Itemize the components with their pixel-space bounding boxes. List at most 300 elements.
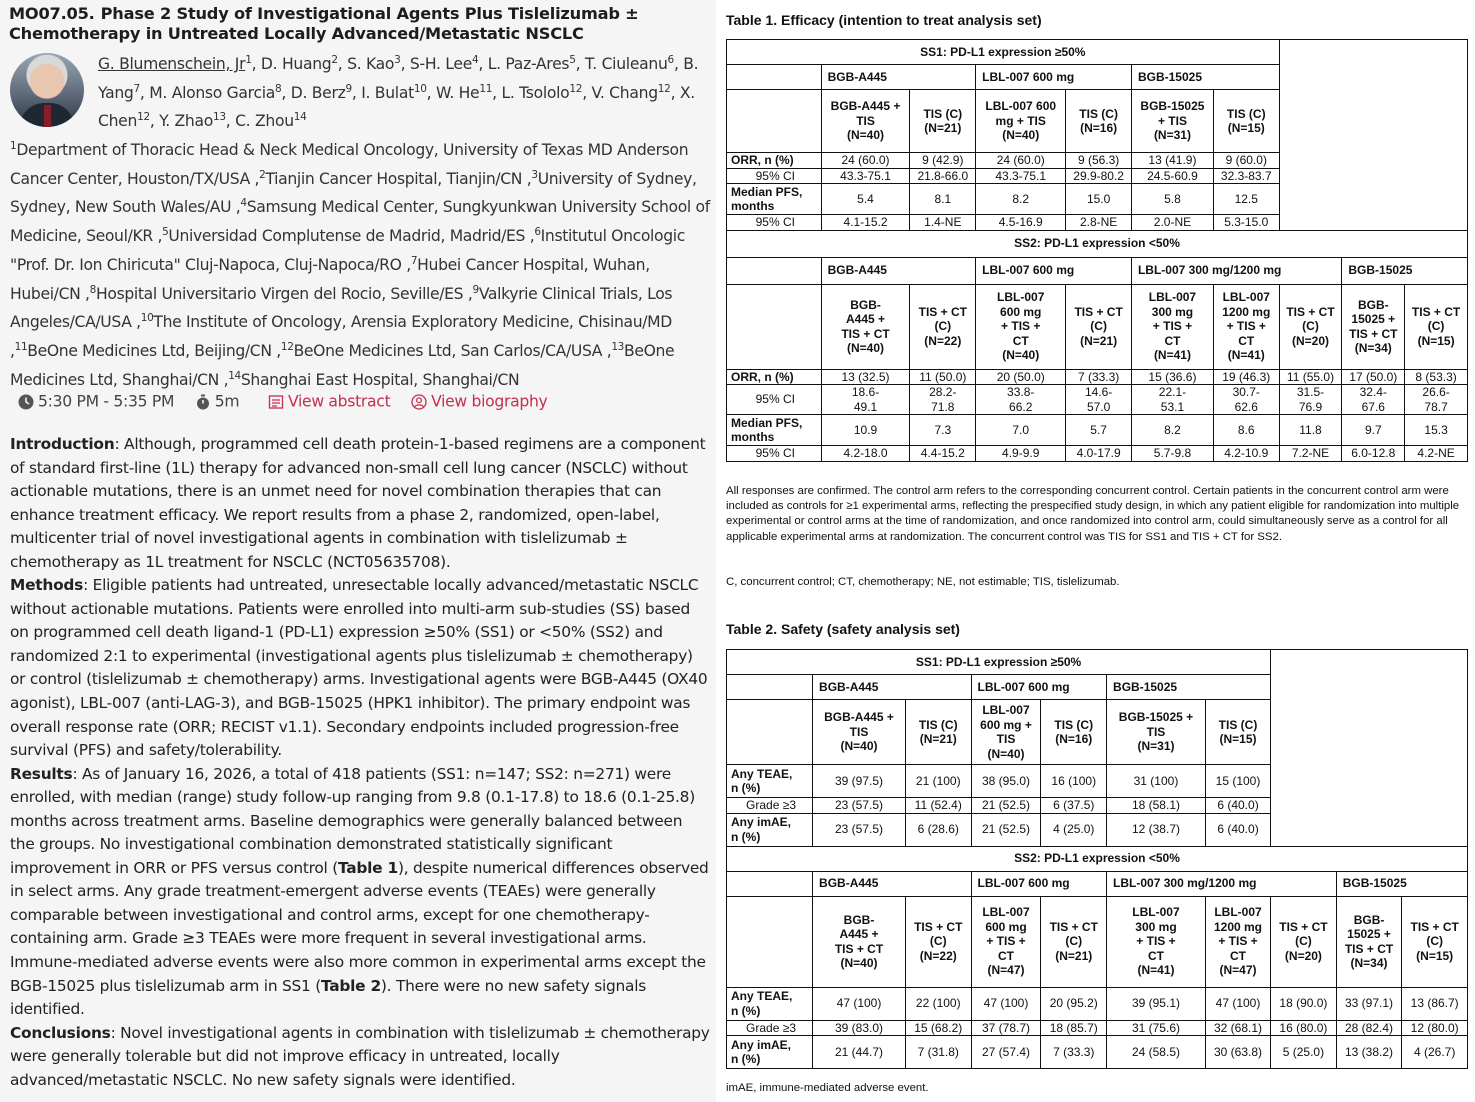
table-cell: 43.3-75.1 bbox=[976, 168, 1066, 184]
table-cell: 5.3-15.0 bbox=[1213, 215, 1279, 231]
author-name: T. Ciuleanu bbox=[584, 55, 668, 73]
tables-panel bbox=[716, 0, 1475, 1102]
row-label: ORR, n (%) bbox=[727, 369, 822, 385]
row-label-blank bbox=[727, 675, 813, 700]
table-cell: 33 (97.1) bbox=[1336, 987, 1402, 1020]
table-cell: 4.5-16.9 bbox=[976, 215, 1066, 231]
table-cell: 21 (52.5) bbox=[971, 813, 1041, 846]
table-row bbox=[727, 153, 1468, 169]
agent-group-header: LBL-007 600 mg bbox=[976, 65, 1132, 90]
table-row bbox=[727, 1020, 1468, 1036]
table-cell: 15.3 bbox=[1405, 415, 1468, 446]
view-biography-link[interactable]: View biography bbox=[431, 392, 548, 411]
author-name: M. Alonso Garcia bbox=[149, 83, 276, 102]
table-cell: 4.4-15.2 bbox=[910, 446, 976, 462]
table-cell: 39 (97.5) bbox=[813, 765, 906, 798]
row-label: 95% CI bbox=[727, 215, 822, 231]
agent-group-header: BGB-A445 bbox=[821, 65, 976, 90]
arm-header: BGB-15025 + TIS (N=31) bbox=[1107, 700, 1206, 765]
agent-group-row bbox=[727, 675, 1468, 700]
table-cell: 24 (60.0) bbox=[821, 153, 910, 169]
agent-group-header: BGB-A445 bbox=[813, 675, 972, 700]
arm-header: TIS + CT (C) (N=20) bbox=[1279, 284, 1342, 369]
affiliation-number: 12 bbox=[280, 340, 294, 353]
arm-header: TIS (C) (N=21) bbox=[905, 700, 971, 765]
arm-header: LBL-007 600 mg + TIS + CT (N=47) bbox=[971, 896, 1041, 987]
table-row bbox=[727, 184, 1468, 215]
table-cell: 8 (53.3) bbox=[1405, 369, 1468, 385]
affiliation-text: Samsung Medical Center, Sungkyunkwan University School of Medicine, Seoul/KR bbox=[10, 198, 710, 246]
row-label: ORR, n (%) bbox=[727, 153, 822, 169]
table-cell: 30 (63.8) bbox=[1205, 1036, 1270, 1069]
arm-header: TIS (C) (N=16) bbox=[1041, 700, 1107, 765]
affiliation-number: 11 bbox=[14, 340, 28, 353]
table-cell: 7 (33.3) bbox=[1066, 369, 1132, 385]
table-cell: 2.8-NE bbox=[1066, 215, 1132, 231]
arm-header: TIS + CT (C) (N=22) bbox=[905, 896, 971, 987]
table-cell: 4.1-15.2 bbox=[821, 215, 910, 231]
abstract-code: MO07.05. bbox=[9, 4, 95, 23]
author-name: W. He bbox=[435, 83, 480, 102]
table-cell: 5.8 bbox=[1131, 184, 1213, 215]
table-cell: 15 (100) bbox=[1205, 765, 1270, 798]
row-label: 95% CI bbox=[727, 168, 822, 184]
safety-table bbox=[726, 649, 1468, 1069]
table-cell: 1.4-NE bbox=[910, 215, 976, 231]
table-cell: 6 (28.6) bbox=[905, 813, 971, 846]
table-cell: 23 (57.5) bbox=[813, 798, 906, 814]
section-label: Methods bbox=[10, 576, 84, 595]
table-cell: 28.2- 71.8 bbox=[910, 385, 976, 415]
table-cell: 28 (82.4) bbox=[1336, 1020, 1402, 1036]
table-cell: 10.9 bbox=[821, 415, 910, 446]
author-affiliation-number: 6 bbox=[667, 53, 674, 66]
arm-header: BGB- A445 + TIS + CT (N=40) bbox=[813, 896, 906, 987]
table-cell: 7 (31.8) bbox=[905, 1036, 971, 1069]
table-row bbox=[727, 446, 1468, 462]
table-cell: 21.8-66.0 bbox=[910, 168, 976, 184]
table-cell: 7.2-NE bbox=[1279, 446, 1342, 462]
table-cell: 43.3-75.1 bbox=[821, 168, 910, 184]
affiliation-number: 5 bbox=[162, 225, 169, 238]
substudy-title-row bbox=[727, 40, 1468, 65]
arm-header: TIS (C) (N=16) bbox=[1066, 90, 1132, 153]
table-cell: 20 (95.2) bbox=[1041, 987, 1107, 1020]
author-name: X. Chen bbox=[98, 83, 695, 130]
arm-header: TIS + CT (C) (N=20) bbox=[1271, 896, 1337, 987]
session-duration: 5m bbox=[214, 392, 240, 411]
agent-group-header: BGB-15025 bbox=[1131, 65, 1279, 90]
section-text: : Novel investigational agents in combination with tislelizumab ± chemotherapy were generally tolerable but did not improve efficacy in untreated, locally advanced/metastatic NSCLC. No new safety signals were identified. bbox=[10, 1023, 710, 1089]
table-cell: 15 (36.6) bbox=[1131, 369, 1213, 385]
table1-footnote: All responses are confirmed. The control arm refers to the corresponding concurrent control. Certain patients in the concurrent control arm were included as controls for ≥1 experimental arms, reflecting the prespecified study design, in which any patient eligible for randomization into multiple experimental or control arms at the time of randomization, and once randomized into control arm, could simultaneously serve as a control for all applicable experimental arms at randomization. The concurrent control was TIS for SS1 and TIS + CT for SS2. bbox=[726, 485, 1460, 543]
table-cell: 11 (50.0) bbox=[910, 369, 976, 385]
table-cell: 21 (44.7) bbox=[813, 1036, 906, 1069]
table-cell: 7.3 bbox=[910, 415, 976, 446]
table-cell: 4.2-NE bbox=[1405, 446, 1468, 462]
table-row bbox=[727, 987, 1468, 1020]
arm-header: LBL-007 1200 mg + TIS + CT (N=47) bbox=[1205, 896, 1270, 987]
author-name: Y. Zhao bbox=[159, 112, 213, 130]
arm-header: TIS (C) (N=15) bbox=[1205, 700, 1270, 765]
table-row bbox=[727, 415, 1468, 446]
row-label-blank bbox=[727, 284, 822, 369]
agent-group-header: LBL-007 600 mg bbox=[976, 257, 1132, 284]
affiliation-number: 1 bbox=[10, 139, 17, 152]
arm-header: TIS (C) (N=21) bbox=[910, 90, 976, 153]
table-cell: 4.0-17.9 bbox=[1066, 446, 1132, 462]
agent-group-row bbox=[727, 257, 1468, 284]
agent-group-header: LBL-007 300 mg/1200 mg bbox=[1131, 257, 1341, 284]
table-cell: 4 (25.0) bbox=[1041, 813, 1107, 846]
table-cell: 2.0-NE bbox=[1131, 215, 1213, 231]
affiliation-text: BeOne Medicines Ltd, San Carlos/CA/USA bbox=[293, 341, 603, 360]
author-affiliation-number: 12 bbox=[137, 110, 150, 123]
author-affiliation-number: 14 bbox=[293, 110, 307, 123]
table-cell: 26.6- 78.7 bbox=[1405, 385, 1468, 415]
arm-header: BGB- 15025 + TIS + CT (N=34) bbox=[1342, 284, 1405, 369]
row-label: 95% CI bbox=[727, 385, 822, 415]
affiliation-text: Hospital Universitario Virgen del Rocio, Seville/ES bbox=[96, 284, 464, 303]
table-cell: 11 (55.0) bbox=[1279, 369, 1342, 385]
agent-group-header: LBL-007 600 mg bbox=[971, 675, 1107, 700]
author-name: I. Bulat bbox=[361, 83, 414, 102]
section-label: Introduction bbox=[10, 435, 115, 453]
section-methods bbox=[10, 574, 710, 762]
abstract-panel bbox=[0, 0, 716, 1102]
substudy-title-row bbox=[727, 650, 1468, 675]
table-cell: 8.6 bbox=[1213, 415, 1279, 446]
arm-header: LBL-007 600 mg + TIS (N=40) bbox=[976, 90, 1066, 153]
row-label: Any imAE, n (%) bbox=[727, 813, 813, 846]
table-cell: 37 (78.7) bbox=[971, 1020, 1041, 1036]
table-cell: 33.8- 66.2 bbox=[976, 385, 1066, 415]
arm-header: LBL-007 600 mg + TIS (N=40) bbox=[971, 700, 1041, 765]
author-name: L. Paz-Ares bbox=[487, 55, 570, 73]
row-label: Median PFS, months bbox=[727, 415, 822, 446]
table-cell: 5 (25.0) bbox=[1271, 1036, 1337, 1069]
substudy-title: SS2: PD-L1 expression <50% bbox=[727, 846, 1468, 871]
author-affiliation-number: 7 bbox=[133, 82, 140, 95]
table-cell: 24.5-60.9 bbox=[1131, 168, 1213, 184]
arm-header: TIS + CT (C) (N=21) bbox=[1066, 284, 1132, 369]
author-list: G. Blumenschein, Jr$^1$, D. Huang$^2$, S. Kao$^3$, S-H. Lee$^4$, L. Paz-Ares$^5$, T. Ciuleanu$^6$, B. Yang$^7$, M. Alonso Garcia$^8$, D. Berz$^9$, I. Bulat$^{10}$, W. He$^{11}$, L. Tsololo$^{12}$, V. Chang$^{12}$, X. Chen$^{12}$, Y. Zhao$^{13}$, C. Zhou$^{14}$ bbox=[98, 53, 699, 130]
table-cell: 47 (100) bbox=[971, 987, 1041, 1020]
author-affiliation-number: 5 bbox=[569, 53, 576, 66]
table2-caption: Table 2. Safety (safety analysis set) bbox=[726, 621, 960, 637]
affiliation-text: Universidad Complutense de Madrid, Madrid/ES bbox=[168, 227, 526, 246]
table-cell: 38 (95.0) bbox=[971, 765, 1041, 798]
table-cell: 24 (60.0) bbox=[976, 153, 1066, 169]
table-cell: 12 (38.7) bbox=[1107, 813, 1206, 846]
affiliation-text: Hubei Cancer Hospital, Wuhan, Hubei/CN bbox=[10, 255, 650, 303]
efficacy-table bbox=[726, 39, 1468, 462]
substudy-title: SS1: PD-L1 expression ≥50% bbox=[727, 40, 1280, 65]
affiliation-number: 3 bbox=[531, 168, 538, 181]
table-cell: 5.7-9.8 bbox=[1131, 446, 1213, 462]
author-affiliation-number: 1 bbox=[245, 53, 252, 66]
abstract-title-text: Phase 2 Study of Investigational Agents Plus Tislelizumab ± Chemotherapy in Untreated Locally Advanced/Metastatic NSCLC bbox=[9, 4, 639, 43]
table-row bbox=[727, 215, 1468, 231]
affiliation-number: 4 bbox=[240, 197, 247, 210]
author-affiliation-number: 13 bbox=[213, 110, 226, 123]
table-row bbox=[727, 1036, 1468, 1069]
table-cell: 18 (85.7) bbox=[1041, 1020, 1107, 1036]
author-affiliation-number: 9 bbox=[345, 82, 352, 95]
table-cell: 5.4 bbox=[821, 184, 910, 215]
table-cell: 31 (100) bbox=[1107, 765, 1206, 798]
presenter-avatar bbox=[10, 53, 84, 127]
table-cell: 21 (52.5) bbox=[971, 798, 1041, 814]
agent-group-row bbox=[727, 871, 1468, 896]
table-cell: 13 (41.9) bbox=[1131, 153, 1213, 169]
table-cell: 13 (86.7) bbox=[1402, 987, 1468, 1020]
author-affiliation-number: 2 bbox=[331, 53, 338, 66]
row-label: Grade ≥3 bbox=[727, 798, 813, 814]
section-results bbox=[10, 763, 710, 1022]
agent-group-header: BGB-15025 bbox=[1342, 257, 1468, 284]
stopwatch-icon bbox=[195, 394, 211, 410]
author-affiliation-number: 4 bbox=[471, 53, 479, 66]
author-name: L. Tsololo bbox=[501, 83, 570, 102]
table-row bbox=[727, 765, 1468, 798]
table-cell: 27 (57.4) bbox=[971, 1036, 1041, 1069]
abstract-body bbox=[10, 433, 710, 1092]
table-cell: 47 (100) bbox=[1205, 987, 1270, 1020]
table-cell: 5.7 bbox=[1066, 415, 1132, 446]
table-cell: 9 (56.3) bbox=[1066, 153, 1132, 169]
author-affiliation-number: 12 bbox=[569, 82, 583, 95]
author-name: D. Huang bbox=[260, 55, 332, 73]
table-cell: 18 (90.0) bbox=[1271, 987, 1337, 1020]
table-cell: 8.2 bbox=[976, 184, 1066, 215]
affiliation-list: $^1$Department of Thoracic Head & Neck Medical Oncology, University of Texas MD Anderson Cancer Center, Houston/TX/USA ,$^2$Tianjin Cancer Hospital, Tianjin/CN ,$^3$University of Sydney, Sydney, New South Wales/AU ,$^4$Samsung Medical Center, Sungkyunkwan University School of Medicine, Seoul/KR ,$^5$Universidad Complutense de Madrid, Madrid/ES ,$^6$Institutul Oncologic "Prof. Dr. Ion Chiricuta" Cluj-Napoca, Cluj-Napoca/RO ,$^7$Hubei Cancer Hospital, Wuhan, Hubei/CN ,$^8$Hospital Universitario Virgen del Rocio, Seville/ES ,$^9$Valkyrie Clinical Trials, Los Angeles/CA/USA ,$^{10}$The Institute of Oncology, Arensia Exploratory Medicine, Chisinau/MD ,$^{11}$BeOne Medicines Ltd, Beijing/CN ,$^{12}$BeOne Medicines Ltd, San Carlos/CA/USA ,$^{13}$BeOne Medicines Ltd, Shanghai/CN ,$^{14}$Shanghai East Hospital, Shanghai/CN bbox=[10, 139, 710, 389]
table-cell: 6 (37.5) bbox=[1041, 798, 1107, 814]
table-cell: 9 (42.9) bbox=[910, 153, 976, 169]
table-cell: 22 (100) bbox=[905, 987, 971, 1020]
arm-header-row bbox=[727, 896, 1468, 987]
table-cell: 16 (100) bbox=[1041, 765, 1107, 798]
agent-group-header: BGB-15025 bbox=[1107, 675, 1271, 700]
arm-header: BGB- A445 + TIS + CT (N=40) bbox=[821, 284, 910, 369]
table-cell: 4.9-9.9 bbox=[976, 446, 1066, 462]
table-reference: Table 2 bbox=[320, 976, 381, 995]
session-meta bbox=[10, 392, 714, 411]
arm-header: LBL-007 300 mg + TIS + CT (N=41) bbox=[1131, 284, 1213, 369]
affiliation-number: 2 bbox=[259, 168, 266, 181]
table1-abbreviations: C, concurrent control; CT, chemotherapy; NE, not estimable; TIS, tislelizumab. bbox=[726, 576, 1120, 588]
table-cell: 31 (75.6) bbox=[1107, 1020, 1206, 1036]
section-text: : Although, programmed cell death protein-1-based regimens are a component of standard first-line (1L) therapy for advanced non-small cell lung cancer (NSCLC) without actionable mutations, there is an unmet need for novel combination therapies that can enhance treatment efficacy. We report results from a phase 2, randomized, open-label, multicenter trial of novel investigational agents in combination with tislelizumab ± chemotherapy as 1L treatment for NSCLC (NCT05635708). bbox=[10, 435, 706, 571]
table-cell: 9 (60.0) bbox=[1213, 153, 1279, 169]
author-name: B. Yang bbox=[98, 55, 699, 102]
table-cell: 13 (38.2) bbox=[1336, 1036, 1402, 1069]
arm-header: TIS + CT (C) (N=21) bbox=[1041, 896, 1107, 987]
table-cell: 24 (58.5) bbox=[1107, 1036, 1206, 1069]
agent-group-row bbox=[727, 65, 1468, 90]
table-cell: 15 (68.2) bbox=[905, 1020, 971, 1036]
clock-icon bbox=[18, 394, 34, 410]
arm-header: BGB-15025 + TIS (N=31) bbox=[1131, 90, 1213, 153]
table-cell: 21 (100) bbox=[905, 765, 971, 798]
table-cell: 8.1 bbox=[910, 184, 976, 215]
row-label-blank bbox=[727, 90, 822, 153]
session-time: 5:30 PM - 5:35 PM bbox=[38, 392, 175, 411]
row-label: Any TEAE, n (%) bbox=[727, 765, 813, 798]
section-text: ), despite numerical differences observed in select arms. Any grade treatment-emergent adverse events (TEAEs) were generally comparable between investigational and control arms, except for one chemotherapy-containing arm. Grade ≥3 TEAEs were more frequent in several investigational arms. Immune-mediated adverse events were also more common in experimental arms except the BGB-15025 plus tislelizumab arm in SS1 ( bbox=[10, 858, 709, 995]
row-label: Any imAE, n (%) bbox=[727, 1036, 813, 1069]
table-cell: 19 (46.3) bbox=[1213, 369, 1279, 385]
table-cell: 18 (58.1) bbox=[1107, 798, 1206, 814]
table-cell: 15.0 bbox=[1066, 184, 1132, 215]
substudy-title: SS1: PD-L1 expression ≥50% bbox=[727, 650, 1271, 675]
table-row bbox=[727, 798, 1468, 814]
agent-group-header: BGB-A445 bbox=[821, 257, 976, 284]
table-cell: 16 (80.0) bbox=[1271, 1020, 1337, 1036]
substudy-title-row bbox=[727, 230, 1468, 257]
arm-header: BGB- 15025 + TIS + CT (N=34) bbox=[1336, 896, 1402, 987]
table-cell: 30.7- 62.6 bbox=[1213, 385, 1279, 415]
table-cell: 31.5- 76.9 bbox=[1279, 385, 1342, 415]
author-affiliation-number: 3 bbox=[394, 53, 401, 66]
table-cell: 23 (57.5) bbox=[813, 813, 906, 846]
table-cell: 20 (50.0) bbox=[976, 369, 1066, 385]
arm-header: BGB-A445 + TIS (N=40) bbox=[821, 90, 910, 153]
document-icon bbox=[268, 394, 284, 410]
table-cell: 22.1- 53.1 bbox=[1131, 385, 1213, 415]
agent-group-header: BGB-A445 bbox=[813, 871, 972, 896]
agent-group-header: LBL-007 300 mg/1200 mg bbox=[1107, 871, 1337, 896]
table-cell: 11 (52.4) bbox=[905, 798, 971, 814]
affiliation-text: Tianjin Cancer Hospital, Tianjin/CN bbox=[265, 169, 523, 188]
table-cell: 6 (40.0) bbox=[1205, 813, 1270, 846]
arm-header: TIS + CT (C) (N=22) bbox=[910, 284, 976, 369]
arm-header-row bbox=[727, 284, 1468, 369]
user-circle-icon bbox=[411, 394, 427, 410]
affiliation-number: 9 bbox=[472, 283, 479, 296]
arm-header: TIS + CT (C) (N=15) bbox=[1405, 284, 1468, 369]
table-cell: 12 (80.0) bbox=[1402, 1020, 1468, 1036]
section-introduction bbox=[10, 433, 710, 574]
section-label: Conclusions bbox=[10, 1023, 111, 1042]
table-cell: 4 (26.7) bbox=[1402, 1036, 1468, 1069]
arm-header: LBL-007 1200 mg + TIS + CT (N=41) bbox=[1213, 284, 1279, 369]
substudy-title-row bbox=[727, 846, 1468, 871]
table-row bbox=[727, 369, 1468, 385]
author-affiliation-number: 8 bbox=[275, 82, 282, 95]
affiliation-text: Institutul Oncologic "Prof. Dr. Ion Chiricuta" Cluj-Napoca, Cluj-Napoca/RO bbox=[10, 227, 685, 274]
affiliation-number: 13 bbox=[611, 340, 624, 353]
author-name: V. Chang bbox=[591, 83, 658, 102]
affiliation-text: University of Sydney, Sydney, New South Wales/AU bbox=[10, 169, 697, 217]
row-label-blank bbox=[727, 700, 813, 765]
table-cell: 8.2 bbox=[1131, 415, 1213, 446]
table-cell: 39 (95.1) bbox=[1107, 987, 1206, 1020]
abstract-title bbox=[9, 4, 709, 44]
affiliation-number: 8 bbox=[89, 283, 97, 296]
row-label-blank bbox=[727, 257, 822, 284]
table-row bbox=[727, 813, 1468, 846]
table-cell: 39 (83.0) bbox=[813, 1020, 906, 1036]
affiliation-number: 14 bbox=[228, 369, 241, 382]
section-text: : As of January 16, 2026, a total of 418 patients (SS1: n=147; SS2: n=271) were enrolled, with median (range) study follow-up ranging from 9.8 (0.1-17.8) to 18.6 (0.1-25.8) months across treatment arms. Baseline demographics were generally balanced between the groups. No investigational combination demonstrated statistically significant improvement in ORR or PFS versus control ( bbox=[10, 764, 695, 877]
affiliation-number: 7 bbox=[410, 254, 418, 267]
table-cell: 17 (50.0) bbox=[1342, 369, 1405, 385]
section-text: ). There were no new safety signals identified. bbox=[10, 976, 647, 1019]
author-name: S-H. Lee bbox=[409, 55, 472, 73]
affiliation-text: BeOne Medicines Ltd, Shanghai/CN bbox=[10, 341, 675, 389]
arm-header: TIS (C) (N=15) bbox=[1213, 90, 1279, 153]
author-affiliation-number: 10 bbox=[413, 82, 427, 95]
row-label: Grade ≥3 bbox=[727, 1020, 813, 1036]
table-cell: 32.4- 67.6 bbox=[1342, 385, 1405, 415]
affiliation-text: Valkyrie Clinical Trials, Los Angeles/CA/USA bbox=[10, 284, 673, 332]
view-abstract-link[interactable]: View abstract bbox=[287, 392, 391, 411]
arm-header: LBL-007 300 mg + TIS + CT (N=41) bbox=[1107, 896, 1206, 987]
table-cell: 6 (40.0) bbox=[1205, 798, 1270, 814]
author-affiliation-number: 12 bbox=[657, 82, 671, 95]
arm-header: BGB-A445 + TIS (N=40) bbox=[813, 700, 906, 765]
table-cell: 4.2-18.0 bbox=[821, 446, 910, 462]
row-label: Any TEAE, n (%) bbox=[727, 987, 813, 1020]
author-name: C. Zhou bbox=[235, 112, 294, 130]
table-cell: 32.3-83.7 bbox=[1213, 168, 1279, 184]
author-affiliation-number: 11 bbox=[479, 82, 493, 95]
row-label: 95% CI bbox=[727, 446, 822, 462]
table-cell: 29.9-80.2 bbox=[1066, 168, 1132, 184]
arm-header-row bbox=[727, 700, 1468, 765]
affiliation-number: 10 bbox=[140, 312, 154, 325]
table-cell: 7.0 bbox=[976, 415, 1066, 446]
table-cell: 7 (33.3) bbox=[1041, 1036, 1107, 1069]
section-label: Results bbox=[10, 764, 73, 783]
row-label: Median PFS, months bbox=[727, 184, 822, 215]
table2-footnote: imAE, immune-mediated adverse event. bbox=[726, 1082, 929, 1094]
affiliation-number: 6 bbox=[534, 225, 541, 238]
table-row bbox=[727, 168, 1468, 184]
author-name: G. Blumenschein, Jr bbox=[98, 55, 246, 73]
table-row bbox=[727, 385, 1468, 415]
table1-caption: Table 1. Efficacy (intention to treat analysis set) bbox=[726, 12, 1042, 28]
substudy-title: SS2: PD-L1 expression <50% bbox=[727, 230, 1468, 257]
table-cell: 47 (100) bbox=[813, 987, 906, 1020]
section-text: : Eligible patients had untreated, unresectable locally advanced/metastatic NSCLC without actionable mutations. Patients were enrolled into multi-arm sub-studies (SS) based on programmed cell death ligand-1 (PD-L1) expression ≥50% (SS1) or <50% (SS2) and randomized 2:1 to experimental (investigational agents plus tislelizumab ± chemotherapy) or control (tislelizumab ± chemotherapy) arms. Investigational agents were BGB-A445 (OX40 agonist), LBL-007 (anti-LAG-3), and BGB-15025 (HPK1 inhibitor). The primary endpoint was overall response rate (ORR; RECIST v1.1). Secondary endpoints included progression-free survival (PFS) and safety/tolerability. bbox=[10, 576, 708, 760]
agent-group-header: BGB-15025 bbox=[1336, 871, 1467, 896]
table-cell: 13 (32.5) bbox=[821, 369, 910, 385]
row-label-blank bbox=[727, 896, 813, 987]
affiliation-text: BeOne Medicines Ltd, Beijing/CN bbox=[27, 341, 272, 360]
arm-header-row bbox=[727, 90, 1468, 153]
table-cell: 11.8 bbox=[1279, 415, 1342, 446]
affiliation-text: Shanghai East Hospital, Shanghai/CN bbox=[240, 370, 520, 389]
row-label-blank bbox=[727, 871, 813, 896]
agent-group-header: LBL-007 600 mg bbox=[971, 871, 1107, 896]
author-name: D. Berz bbox=[290, 83, 346, 102]
table-reference: Table 1 bbox=[337, 858, 398, 877]
affiliation-text: The Institute of Oncology, Arensia Exploratory Medicine, Chisinau/MD bbox=[153, 313, 672, 332]
affiliation-text: Department of Thoracic Head & Neck Medical Oncology, University of Texas MD Anderson Cancer Center, Houston/TX/USA bbox=[10, 141, 689, 188]
table-cell: 4.2-10.9 bbox=[1213, 446, 1279, 462]
table-cell: 32 (68.1) bbox=[1205, 1020, 1270, 1036]
section-conclusions bbox=[10, 1022, 710, 1093]
table-cell: 9.7 bbox=[1342, 415, 1405, 446]
row-label-blank bbox=[727, 65, 822, 90]
table-cell: 6.0-12.8 bbox=[1342, 446, 1405, 462]
table-cell: 14.6- 57.0 bbox=[1066, 385, 1132, 415]
author-name: S. Kao bbox=[347, 55, 395, 73]
table-cell: 12.5 bbox=[1213, 184, 1279, 215]
table-cell: 18.6- 49.1 bbox=[821, 385, 910, 415]
